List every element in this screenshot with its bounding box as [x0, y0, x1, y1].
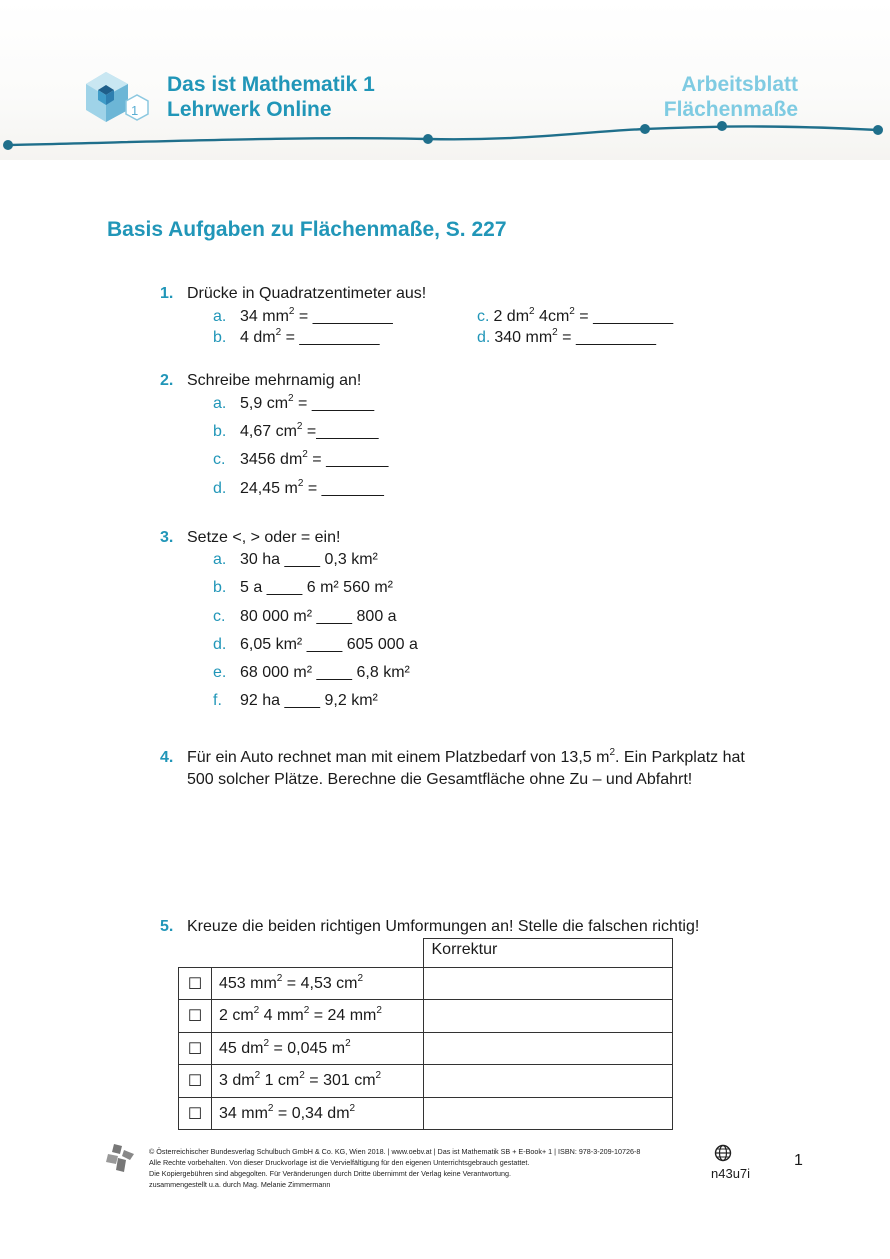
correction-cell[interactable] — [423, 1098, 672, 1130]
table-row — [179, 968, 673, 1000]
task-1 — [160, 284, 427, 304]
task-2-item-b — [213, 421, 379, 442]
task-text: 500 solcher Plätze. Berechne die Gesamtfläche ohne Zu – und Abfahrt! — [187, 771, 693, 788]
item-letter: b. — [213, 423, 227, 440]
item-letter: a. — [213, 308, 227, 325]
korrektur-header: Korrektur — [423, 939, 672, 968]
item-letter: f. — [213, 692, 222, 709]
row-checkbox[interactable]: ☐ — [179, 968, 212, 1000]
table-header-row — [179, 939, 673, 968]
task-text: Kreuze die beiden richtigen Umformungen an! Stelle die falschen richtig! — [187, 918, 700, 935]
item-letter: d. — [213, 480, 227, 497]
conversion-cell: 3 $dm^2$ 1 $cm^2 = 301$ $cm^2$ — [212, 1065, 424, 1098]
row-checkbox[interactable]: ☐ — [179, 1033, 212, 1065]
sheet-topic: Flächenmaße — [663, 98, 798, 121]
task-3-item-a — [213, 550, 378, 570]
correction-cell[interactable] — [423, 1033, 672, 1065]
item-letter: b. — [213, 329, 227, 346]
correction-cell[interactable] — [423, 968, 672, 1000]
item-text: 34 mm — [240, 308, 289, 325]
item-letter: e. — [213, 664, 227, 681]
series-title: Das ist Mathematik 1 — [167, 73, 375, 96]
item-text: 3456 dm — [240, 451, 303, 468]
exponent: 2 — [302, 449, 308, 460]
task-number: 5. — [160, 918, 174, 935]
task-2-item-a — [213, 393, 375, 414]
task-1-item-d — [477, 328, 656, 348]
task-3-item-e — [213, 663, 410, 683]
footer-line: zusammengestellt u.a. durch Mag. Melanie Zimmermann — [149, 1180, 331, 1189]
item-letter: d. — [213, 636, 227, 653]
task-text: Für ein Auto rechnet man mit einem Platzbedarf von 13,5 m — [187, 749, 610, 766]
answer-blank: = _________ — [294, 308, 393, 325]
answer-blank: = _______ — [293, 395, 375, 412]
answer-blank: = _________ — [281, 329, 380, 346]
task-3-item-b — [213, 578, 393, 598]
item-text: 4 dm — [240, 329, 276, 346]
conversion-cell: 34 $mm^2 = 0,34$ $dm^2$ — [212, 1098, 424, 1130]
task-2 — [160, 371, 362, 391]
footer-line: Alle Rechte vorbehalten. Von dieser Druckvorlage ist die Vervielfältigung für den eigenen Unterrichtsgebrauch gestattet. — [149, 1158, 530, 1167]
logo-number: 1 — [131, 103, 139, 118]
task-text: . Ein Parkplatz hat — [615, 749, 745, 766]
exponent: 2 — [296, 421, 303, 432]
exponent: 2 — [569, 306, 575, 317]
item-text: 80 000 m² ____ 800 a — [240, 608, 397, 625]
task-text: Schreibe mehrnamig an! — [187, 372, 362, 389]
table-row — [179, 1000, 673, 1033]
task-text: Drücke in Quadratzentimeter aus! — [187, 285, 427, 302]
page-title: Basis Aufgaben zu Flächenmaße, S. 227 — [107, 218, 507, 241]
exponent: 2 — [288, 393, 294, 404]
online-code: n43u7i — [711, 1166, 751, 1181]
correction-table — [178, 938, 673, 1130]
series-logo — [84, 70, 154, 135]
series-title-block — [167, 72, 375, 122]
item-text: 68 000 m² ____ 6,8 km² — [240, 664, 410, 681]
item-letter: a. — [213, 395, 227, 412]
item-text: 340 mm — [494, 329, 553, 346]
item-text: 2 dm — [493, 308, 530, 325]
task-3-item-d — [213, 635, 418, 655]
item-text: 92 ha ____ 9,2 km² — [240, 692, 378, 709]
answer-blank: = _________ — [557, 329, 657, 346]
answer-blank: = _________ — [574, 308, 674, 325]
task-3-item-f — [213, 691, 378, 711]
task-3 — [160, 528, 341, 548]
page-number: 1 — [794, 1152, 803, 1169]
item-letter: c. — [213, 451, 226, 468]
table-row — [179, 1065, 673, 1098]
task-number: 2. — [160, 372, 174, 389]
row-checkbox[interactable]: ☐ — [179, 1000, 212, 1033]
item-letter: a. — [213, 551, 227, 568]
task-4 — [160, 747, 745, 788]
exponent: 2 — [297, 478, 304, 489]
item-letter: c. — [477, 308, 490, 325]
answer-blank: =_______ — [302, 423, 379, 440]
footer-line: © Österreichischer Bundesverlag Schulbuch GmbH & Co. KG, Wien 2018. | www.oebv.at | Das ist Mathematik SB + E-Book+ 1 | ISBN: 978-3-209-10726-8 — [149, 1147, 641, 1156]
conversion-cell: 453 $mm^2 = 4,53$ $cm^2$ — [212, 968, 424, 1000]
task-number: 1. — [160, 285, 174, 302]
task-number: 3. — [160, 529, 174, 546]
row-checkbox[interactable]: ☐ — [179, 1065, 212, 1098]
item-text: 5,9 cm — [240, 395, 289, 412]
answer-blank: = _______ — [307, 451, 389, 468]
item-text: 5 a ____ 6 m² 560 m² — [240, 579, 393, 596]
exponent: 2 — [529, 306, 535, 317]
footer-line: Die Kopiergebühren sind abgegolten. Für Veränderungen durch Dritte übernimmt der Verlag keine Verantwortung. — [149, 1169, 511, 1178]
exponent: 2 — [552, 327, 558, 338]
exponent: 2 — [275, 327, 282, 338]
cube-icon — [84, 70, 154, 130]
answer-blank: = _______ — [303, 480, 384, 497]
task-number: 4. — [160, 749, 174, 766]
task-2-item-d — [213, 478, 384, 499]
task-3-item-c — [213, 607, 397, 627]
exponent: 2 — [288, 306, 295, 317]
item-text: 30 ha ____ 0,3 km² — [240, 551, 378, 568]
item-text: 4,67 cm — [240, 423, 297, 440]
sheet-title-block — [664, 72, 798, 122]
item-letter: c. — [213, 608, 226, 625]
task-5 — [160, 917, 700, 937]
item-letter: d. — [477, 329, 491, 346]
table-row — [179, 1033, 673, 1065]
correction-cell[interactable] — [423, 1065, 672, 1098]
task-2-item-c — [213, 449, 389, 470]
task-1-item-a — [213, 306, 393, 327]
series-subtitle: Lehrwerk Online — [167, 98, 332, 121]
sheet-type: Arbeitsblatt — [681, 73, 798, 96]
conversion-cell: 45 $dm^2 = 0,045$ $m^2$ — [212, 1033, 424, 1065]
correction-cell[interactable] — [423, 1000, 672, 1033]
item-letter: b. — [213, 579, 227, 596]
globe-icon[interactable] — [713, 1143, 733, 1163]
item-text: 6,05 km² ____ 605 000 a — [240, 636, 418, 653]
task-text: Setze <, > oder = ein! — [187, 529, 341, 546]
exponent: 2 — [609, 747, 615, 758]
task-1-item-b — [213, 327, 380, 348]
row-checkbox[interactable]: ☐ — [179, 1098, 212, 1130]
item-text: 4cm — [534, 308, 570, 325]
conversion-cell: 2 $cm^2$ 4 $mm^2 = 24$ $mm^2$ — [212, 1000, 424, 1033]
publisher-logo-icon — [104, 1142, 136, 1174]
task-1-item-c — [477, 307, 673, 327]
item-text: 24,45 m — [240, 480, 298, 497]
footer-copyright — [149, 1146, 640, 1190]
table-row — [179, 1098, 673, 1130]
